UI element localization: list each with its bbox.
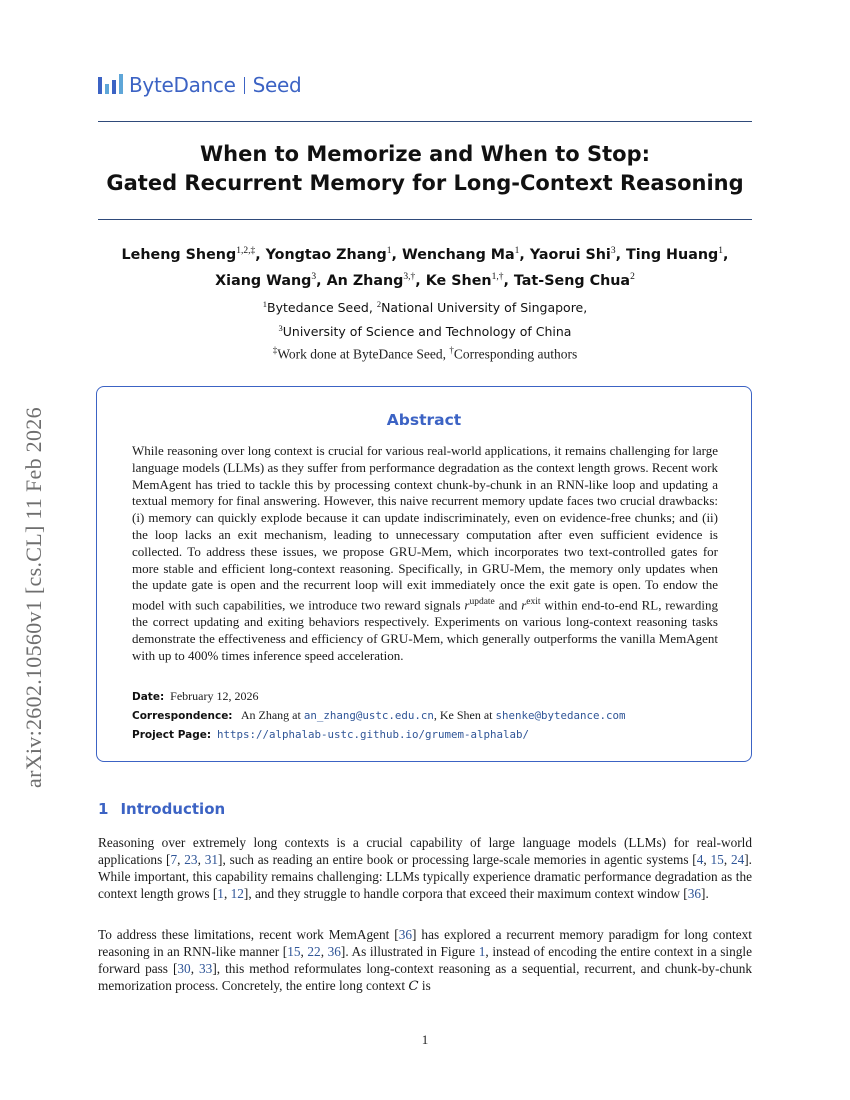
abstract-part: While reasoning over long context is crucial for various real-world applications, it remains challenging for large language models (LLMs) as they suffer from performance degradation as the context length grows. Recent work MemAgent has tried to tackle this by processing context chunk-by-chunk in an RNN-like loop and updating a textual memory for final answering. However, this naive recurrent memory update faces two crucial drawbacks: (i) memory can quickly explode because it can update indiscriminately, even on evidence-free chunks; and (ii) the loop lacks an exit mechanism, leading to unnecessary computation after even sufficient evidence is collected. To address these issues, we propose GRU-Mem, which incorporates two text-controlled gates for more stable and efficient long-context reasoning. Specifically, in GRU-Mem, the memory only updates when the update gate is open and the recurrent loop will exit immediately once the exit gate is open. To endow the model with such capabilities, we introduce two reward signals bbox=[132, 443, 718, 613]
author-sep: , bbox=[503, 272, 514, 289]
author-name: Ke Shen bbox=[425, 272, 492, 289]
figure-ref-link[interactable]: 1 bbox=[478, 944, 486, 959]
affiliation-line-1 bbox=[120, 294, 730, 318]
note-symbol: ‡ bbox=[272, 345, 278, 355]
citation-link[interactable]: 15 bbox=[710, 852, 724, 867]
author-name: Yongtao Zhang bbox=[265, 246, 387, 263]
author-affil-sup: 3 bbox=[311, 271, 317, 282]
citation-sep: , bbox=[703, 852, 711, 867]
math-symbol: r bbox=[464, 597, 470, 613]
citation-link[interactable]: 12 bbox=[230, 886, 244, 901]
math-symbol: r bbox=[521, 597, 527, 613]
paragraph-text: ], such as reading an entire book or processing large-scale memories in agentic systems [ bbox=[218, 852, 697, 867]
affiliation-text: University of Science and Technology of China bbox=[282, 324, 572, 340]
affil-sup: 2 bbox=[376, 299, 382, 309]
intro-paragraph-1 bbox=[98, 834, 752, 902]
author-name: Wenchang Ma bbox=[401, 246, 515, 263]
author-affil-sup: 3,† bbox=[403, 271, 416, 282]
author-sep: , bbox=[615, 246, 627, 263]
author-sep: , bbox=[316, 272, 327, 289]
paragraph-text: To address these limitations, recent work MemAgent [ bbox=[98, 927, 399, 942]
citation-link[interactable]: 4 bbox=[696, 852, 704, 867]
paragraph-text: is bbox=[418, 978, 431, 993]
email-link-zhang[interactable]: an_zhang@ustc.edu.cn bbox=[303, 709, 434, 722]
project-page-link[interactable]: https://alphalab-ustc.github.io/grumem-alphalab/ bbox=[217, 728, 530, 741]
citation-sep: , bbox=[723, 852, 731, 867]
author-list bbox=[80, 240, 770, 292]
product-name: Seed bbox=[252, 73, 302, 97]
note-text: Work done at ByteDance Seed, bbox=[277, 346, 450, 362]
citation-sep: , bbox=[190, 961, 200, 976]
correspondence-row bbox=[132, 706, 732, 725]
author-affil-sup: 1 bbox=[514, 246, 520, 256]
page-number: 1 bbox=[421, 1032, 429, 1047]
title-line-2: Gated Recurrent Memory for Long-Context Reasoning bbox=[106, 171, 744, 195]
paper-title bbox=[60, 140, 790, 198]
author-line-1 bbox=[80, 240, 770, 266]
author-name: Tat-Seng Chua bbox=[513, 272, 631, 289]
top-rule bbox=[98, 121, 752, 122]
affiliation-text: National University of Singapore, bbox=[381, 300, 588, 316]
citation-sep: , bbox=[197, 852, 205, 867]
citation-sep: , bbox=[320, 944, 328, 959]
abstract-heading: Abstract bbox=[386, 411, 462, 429]
citation-link[interactable]: 36 bbox=[398, 927, 413, 942]
author-sep: , bbox=[415, 272, 426, 289]
citation-sep: , bbox=[223, 886, 231, 901]
author-sep: , bbox=[255, 246, 266, 263]
bytedance-logo-icon bbox=[98, 74, 123, 96]
author-name: Leheng Sheng bbox=[121, 246, 237, 263]
author-sep: , bbox=[519, 246, 530, 263]
citation-sep: , bbox=[300, 944, 308, 959]
author-name: Yaorui Shi bbox=[529, 246, 611, 263]
math-superscript: update bbox=[469, 597, 495, 608]
intro-paragraph-2 bbox=[98, 926, 752, 995]
citation-link[interactable]: 36 bbox=[687, 886, 702, 901]
paragraph-text: ]. While important, this capability remains challenging: LLMs typically experience dramatic performance degradation as the context length grows [ bbox=[98, 852, 753, 901]
abstract-text bbox=[132, 443, 718, 665]
citation-link[interactable]: 7 bbox=[170, 852, 178, 867]
author-affil-sup: 2 bbox=[630, 271, 635, 282]
math-superscript: exit bbox=[526, 597, 541, 608]
paragraph-text: ] has explored a recurrent memory paradigm for long context reasoning in an RNN-like manner [ bbox=[98, 927, 752, 959]
citation-link[interactable]: 24 bbox=[730, 852, 745, 867]
affiliation-line-2 bbox=[120, 318, 730, 342]
paragraph-text: Reasoning over extremely long contexts is a crucial capability of large language models (LLMs) for real-world applications [ bbox=[98, 835, 752, 867]
correspondence-text: An Zhang at bbox=[240, 708, 304, 722]
section-number: 1 bbox=[98, 800, 109, 818]
citation-link[interactable]: 31 bbox=[204, 852, 219, 867]
abstract-meta bbox=[132, 687, 732, 744]
date-label: Date: bbox=[132, 691, 165, 703]
author-name: Ting Huang bbox=[626, 246, 719, 263]
affil-sup: 3 bbox=[278, 323, 283, 334]
date-value: February 12, 2026 bbox=[170, 689, 259, 703]
author-name: An Zhang bbox=[326, 272, 404, 289]
email-link-shen[interactable]: shenke@bytedance.com bbox=[495, 709, 626, 722]
date-row bbox=[132, 687, 732, 706]
author-sep: , bbox=[723, 246, 729, 263]
author-affil-sup: 1 bbox=[718, 246, 724, 256]
affiliations bbox=[120, 294, 730, 342]
paragraph-text: ]. bbox=[701, 886, 709, 901]
correspondence-label: Correspondence: bbox=[132, 710, 233, 722]
citation-link[interactable]: 33 bbox=[199, 961, 213, 976]
citation-link[interactable]: 22 bbox=[307, 944, 321, 959]
citation-sep: , bbox=[177, 852, 185, 867]
affil-sup: 1 bbox=[262, 299, 267, 309]
author-line-2 bbox=[80, 266, 770, 292]
author-affil-sup: 3 bbox=[610, 246, 616, 256]
paragraph-text: ], this method reformulates long-context reasoning as a sequential, recurrent, and chunk-by-chunk memorization process. Concretely, the entire long context bbox=[98, 961, 753, 993]
author-name: Xiang Wang bbox=[215, 272, 312, 289]
note-text: Corresponding authors bbox=[453, 346, 578, 362]
title-line-1: When to Memorize and When to Stop: bbox=[199, 142, 651, 166]
citation-link[interactable]: 1 bbox=[217, 886, 224, 901]
paragraph-text: ]. As illustrated in Figure bbox=[340, 944, 479, 959]
abstract-part: within end-to-end RL, rewarding the correct updating and exiting behaviors respectively. Experiments on various long-context reasoning tasks demonstrate the effectiveness and efficiency of GRU-Mem, which generally outperforms the vanilla MemAgent with up to 400% times inference speed acceleration. bbox=[132, 597, 718, 663]
brand-name: ByteDance bbox=[129, 73, 236, 97]
affiliation-text: Bytedance Seed, bbox=[267, 300, 377, 316]
math-symbol-context: C bbox=[408, 979, 419, 994]
section-heading bbox=[98, 800, 225, 818]
author-sep: , bbox=[391, 246, 402, 263]
abstract-part: and bbox=[494, 597, 522, 613]
project-row bbox=[132, 725, 732, 744]
arxiv-stamp: arXiv:2602.10560v1 [cs.CL] 11 Feb 2026 bbox=[21, 407, 46, 788]
correspondence-text: , Ke Shen at bbox=[433, 708, 496, 722]
abstract-box bbox=[96, 386, 752, 762]
project-label: Project Page: bbox=[132, 729, 212, 741]
bytedance-seed-logo bbox=[98, 73, 301, 97]
author-affil-sup: 1,2,‡ bbox=[236, 246, 256, 256]
paragraph-text: , instead of encoding the entire context in a single forward pass [ bbox=[98, 944, 753, 976]
citation-link[interactable]: 15 bbox=[287, 944, 301, 959]
paragraph-text: ], and they struggle to handle corpora that exceed their maximum context window [ bbox=[243, 886, 688, 901]
citation-link[interactable]: 36 bbox=[327, 944, 341, 959]
author-affil-sup: 1,† bbox=[491, 271, 504, 282]
citation-link[interactable]: 30 bbox=[177, 961, 191, 976]
logo-divider bbox=[244, 77, 245, 94]
section-title: Introduction bbox=[120, 800, 226, 818]
author-note bbox=[120, 345, 730, 363]
citation-link[interactable]: 23 bbox=[184, 852, 198, 867]
author-affil-sup: 1 bbox=[386, 246, 392, 256]
note-symbol: † bbox=[449, 345, 454, 355]
title-rule bbox=[98, 219, 752, 220]
